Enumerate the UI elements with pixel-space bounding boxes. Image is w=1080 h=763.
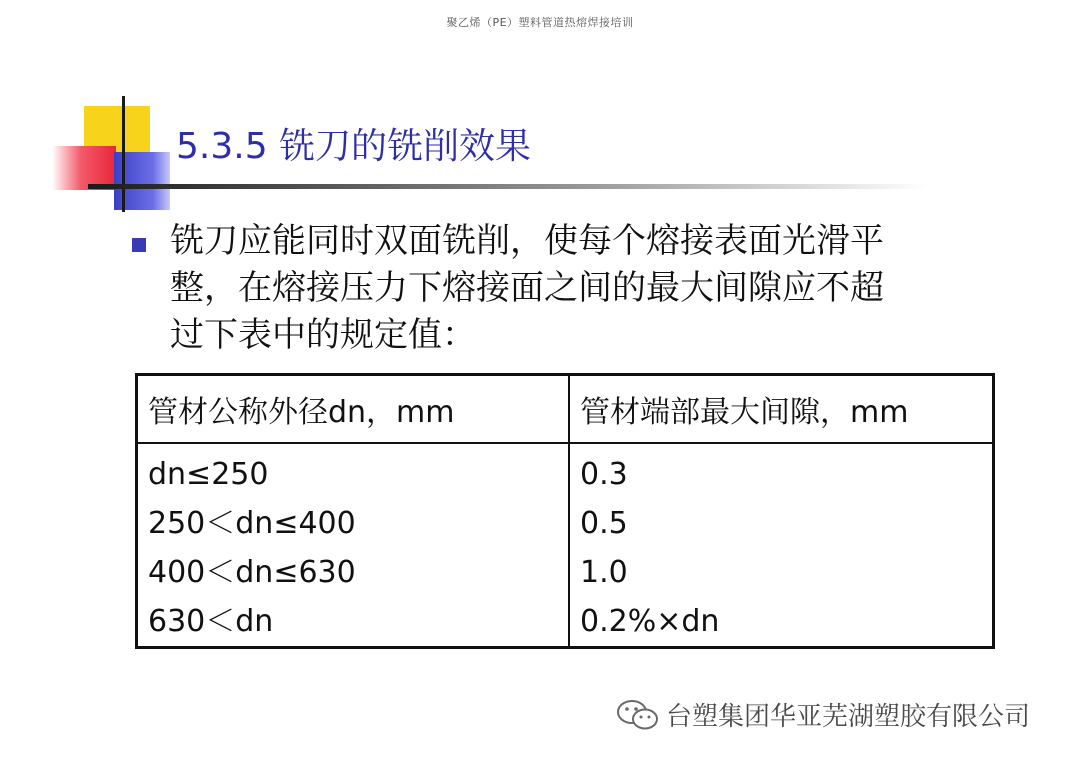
footer-source-text: 台塑集团华亚芜湖塑胶有限公司 (666, 702, 1031, 732)
footer-watermark (616, 696, 1030, 733)
bullet-paragraph (170, 218, 1000, 359)
header-caption: 聚乙烯（PE）塑料管道热熔焊接培训 (446, 16, 634, 29)
wechat-icon (616, 698, 660, 732)
table-header-cell: 管材公称外径dn，mm (137, 375, 570, 444)
table-header-cell: 管材端部最大间隙，mm (569, 375, 994, 444)
table-header-row (137, 375, 994, 444)
title-underline (88, 184, 928, 189)
table-cell: 250＜dn≤400 (148, 506, 356, 541)
table-cell: 400＜dn≤630 (148, 555, 356, 590)
gap-column (569, 443, 994, 648)
bullet-line: 过下表中的规定值： (170, 315, 476, 355)
bullet-line: 整，在熔接压力下熔接面之间的最大间隙应不超 (170, 268, 884, 308)
table-cell: 1.0 (580, 555, 628, 590)
table-cell: 0.3 (580, 457, 628, 492)
table-cell: 0.5 (580, 506, 628, 541)
deco-vertical-line (122, 96, 125, 212)
table-cell: 0.2%×dn (580, 604, 720, 639)
bullet-square-icon (132, 238, 146, 252)
bullet-line: 铣刀应能同时双面铣削，使每个熔接表面光滑平 (170, 221, 884, 261)
table-cell: dn≤250 (148, 457, 269, 492)
gap-spec-table (135, 373, 995, 649)
table-body-row (137, 443, 994, 648)
diameter-column (137, 443, 570, 648)
table-cell: 630＜dn (148, 604, 274, 639)
slide-title: 5.3.5 铣刀的铣削效果 (176, 126, 532, 167)
